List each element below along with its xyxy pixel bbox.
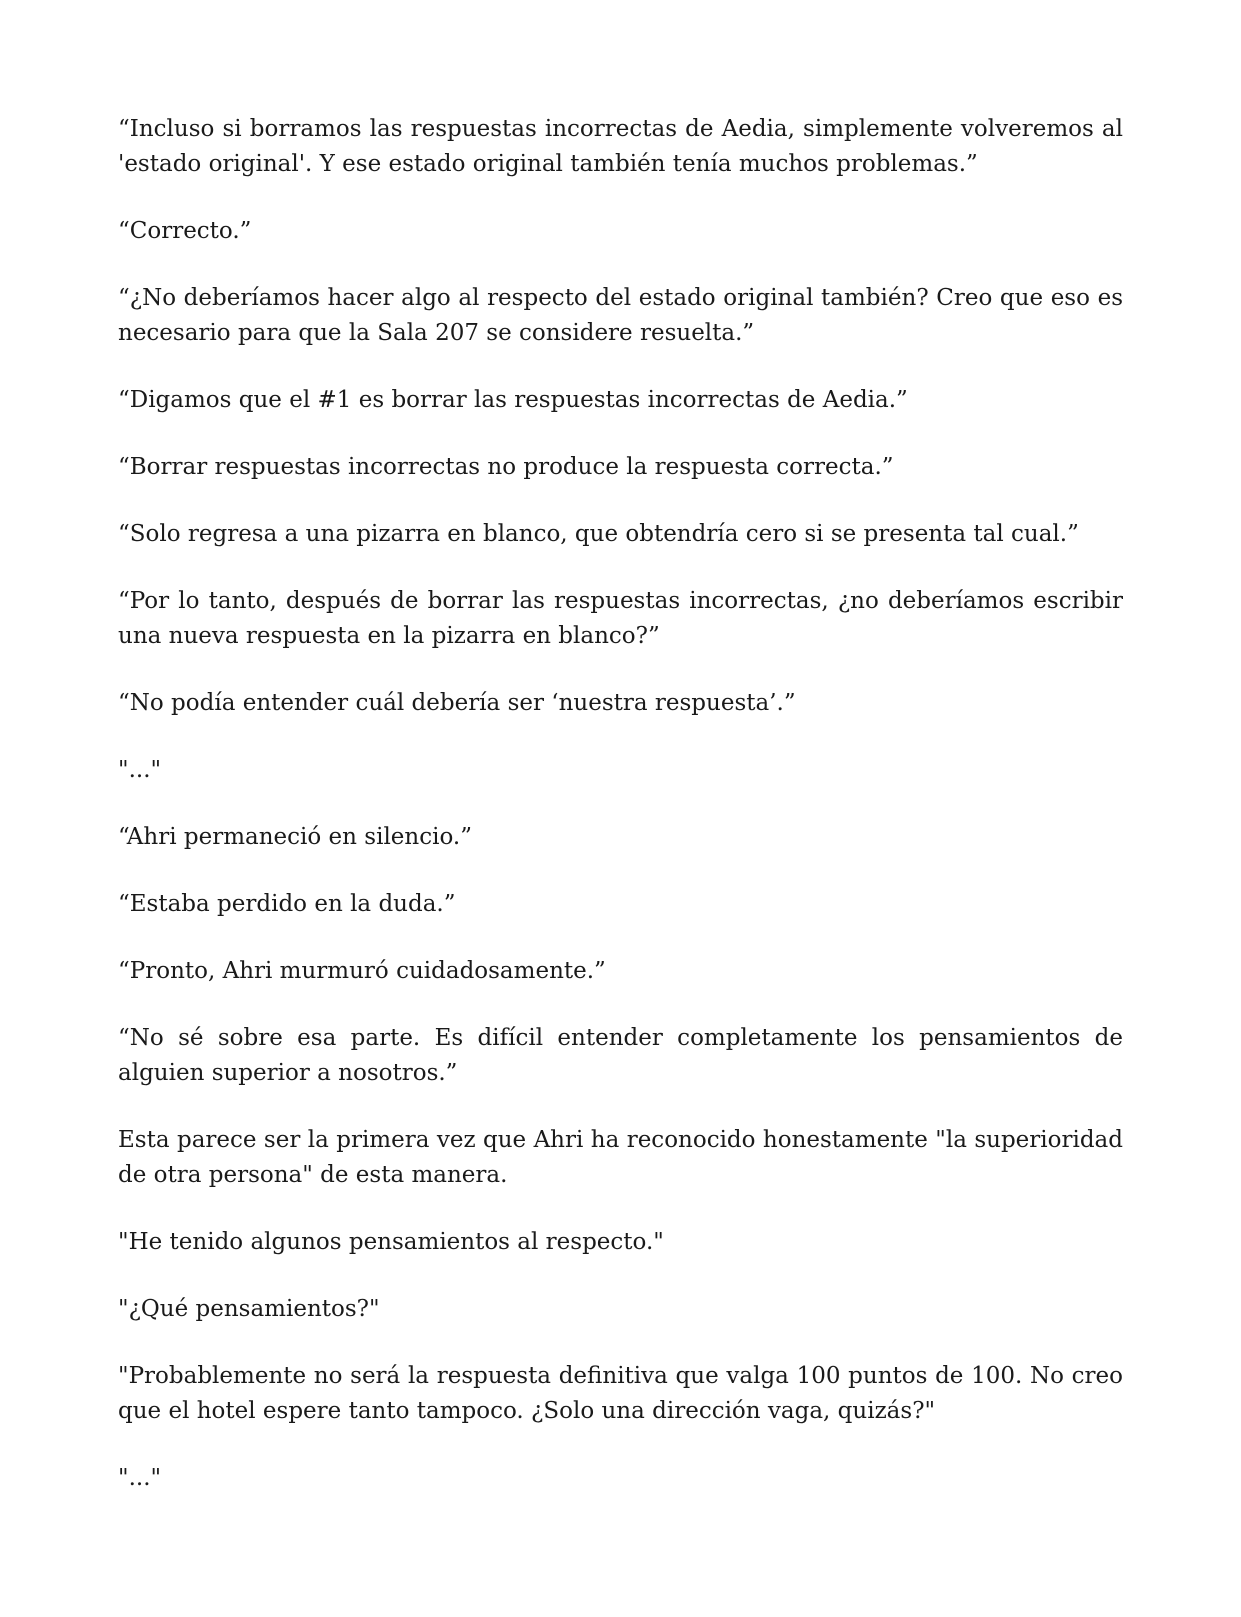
paragraph: “Incluso si borramos las respuestas incorrectas de Aedia, simplemente volveremos al 'estado original'. Y ese estado original también tenía muchos problemas.” [118, 116, 1123, 177]
paragraph: “Solo regresa a una pizarra en blanco, que obtendría cero si se presenta tal cual.” [118, 521, 1079, 547]
paragraph: "..." [118, 1465, 162, 1491]
paragraph: “¿No deberíamos hacer algo al respecto del estado original también? Creo que eso es necesario para que la Sala 207 se considere resuelta.” [118, 285, 1123, 346]
paragraph: "¿Qué pensamientos?" [118, 1296, 380, 1322]
paragraph: “No podía entender cuál debería ser ‘nuestra respuesta’.” [118, 690, 796, 716]
paragraph: “Ahri permaneció en silencio.” [118, 824, 472, 850]
paragraph: "..." [118, 757, 162, 783]
paragraph: "Probablemente no será la respuesta definitiva que valga 100 puntos de 100. No creo que el hotel espere tanto tampoco. ¿Solo una dirección vaga, quizás?" [118, 1363, 1123, 1424]
paragraph: “Por lo tanto, después de borrar las respuestas incorrectas, ¿no deberíamos escribir una nueva respuesta en la pizarra en blanco?” [118, 588, 1123, 649]
paragraph: Esta parece ser la primera vez que Ahri ha reconocido honestamente "la superioridad de otra persona" de esta manera. [118, 1127, 1123, 1188]
paragraph: “Digamos que el #1 es borrar las respuestas incorrectas de Aedia.” [118, 387, 908, 413]
paragraph: “Estaba perdido en la duda.” [118, 891, 456, 917]
paragraph: “Correcto.” [118, 218, 252, 244]
paragraph: “Pronto, Ahri murmuró cuidadosamente.” [118, 958, 606, 984]
paragraph: “Borrar respuestas incorrectas no produce la respuesta correcta.” [118, 454, 894, 480]
paragraph: “No sé sobre esa parte. Es difícil entender completamente los pensamientos de alguien superior a nosotros.” [118, 1025, 1123, 1086]
document-body [118, 112, 1123, 1528]
paragraph: "He tenido algunos pensamientos al respecto." [118, 1229, 664, 1255]
